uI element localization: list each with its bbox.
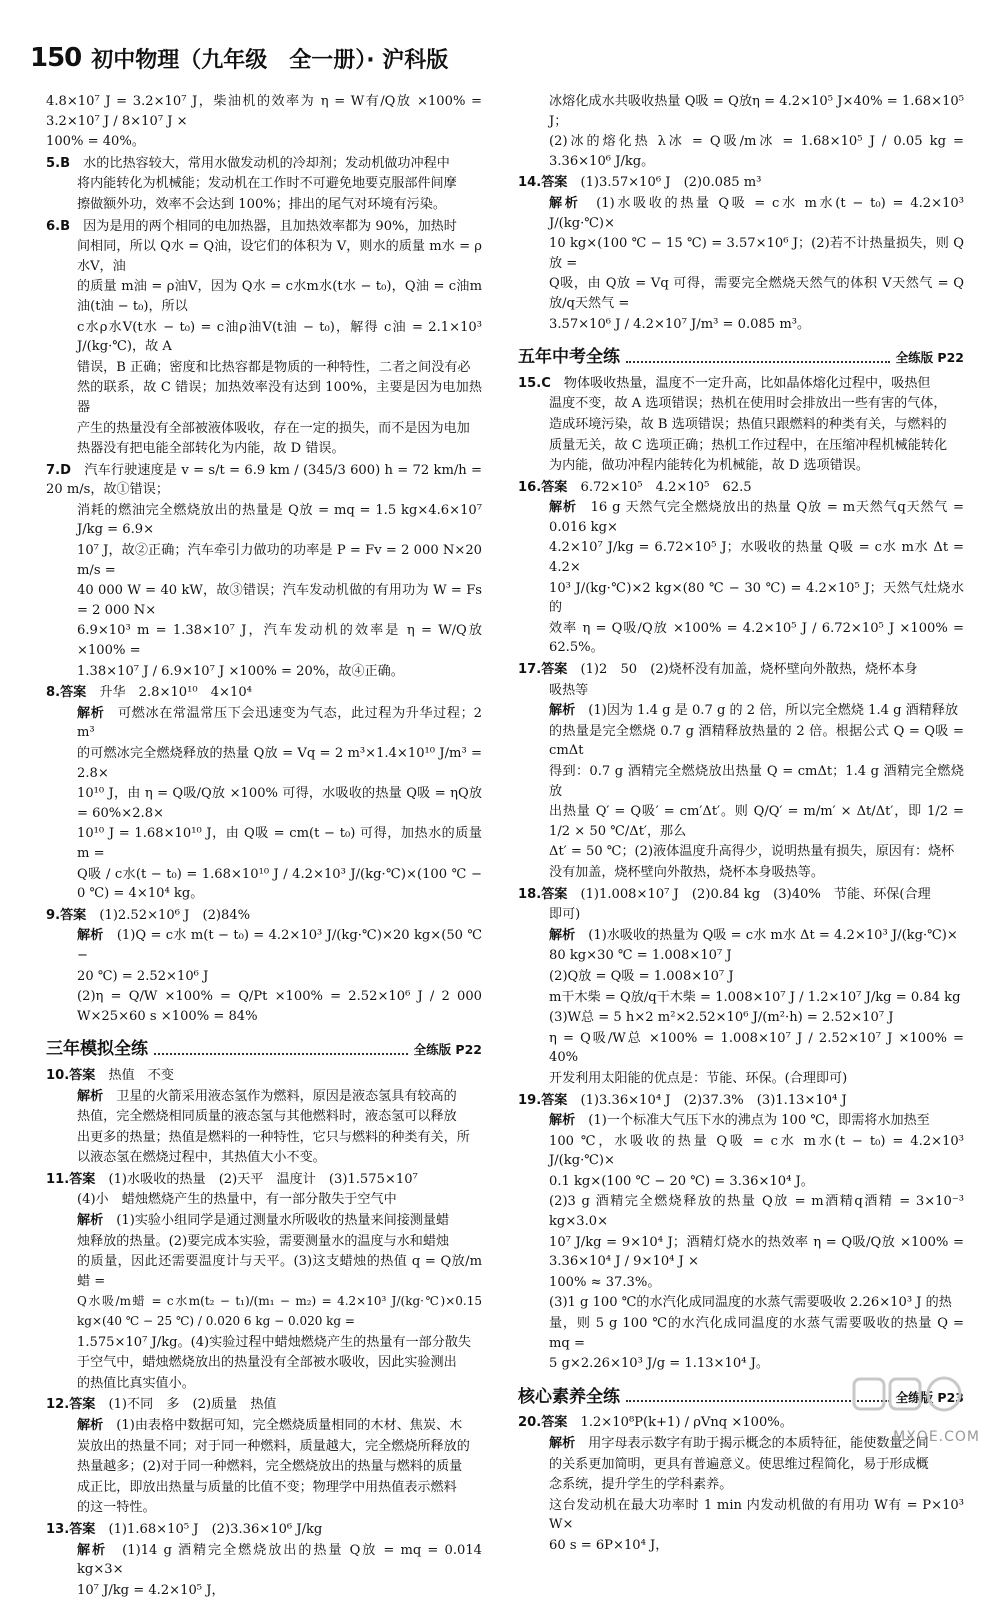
analysis-label: 解析 (77, 928, 104, 944)
text-line: 间相同，所以 Q水 = Q油，设它们的体积为 V，则水的质量 m水 = ρ水V，油 (77, 239, 482, 274)
answer-text: 升华 2.8×10¹⁰ 4×10⁴ (99, 685, 252, 701)
text-line: 10⁷ J，故②正确；汽车牵引力做功的功率是 P = Fv = 2 000 N×20 m/s = (77, 543, 482, 578)
section-page-ref: 全练版 P22 (413, 1042, 482, 1058)
page-number: 150 (30, 43, 82, 73)
text-line: 40 000 W = 40 kW，故③错误；汽车发动机做的有用功为 W = Fs = 2 000 N× (77, 583, 482, 618)
text-line: 擦做额外功，效率不会达到 100%；排出的尾气对环境有污染。 (77, 196, 446, 212)
text-line: (1)Q = c水 m(t − t₀) = 4.2×10³ J/(kg·℃)×20 kg×(50 ℃ − (77, 928, 483, 963)
question-number: 18.答案 (518, 886, 568, 902)
watermark-text: MXQE.COM (893, 1429, 980, 1445)
analysis-label: 解析 (549, 1113, 576, 1129)
text-line: 即可) (549, 907, 581, 923)
question-number: 5.B (46, 155, 71, 171)
text-line: 的可燃冰完全燃烧释放的热量 Q放 = Vq = 2 m³×1.4×10¹⁰ J/m³ = 2.8× (77, 746, 482, 781)
question-12 (46, 1395, 482, 1518)
question-number: 16.答案 (518, 479, 568, 495)
text-line: 10³ J/(kg·℃)×2 kg×(80 ℃ − 30 ℃) = 4.2×10⁵ J；天然气灶烧水的 (549, 580, 964, 616)
question-8 (46, 683, 482, 904)
question-number: 6.B (46, 218, 71, 234)
text-line: 的热值比真实值小。 (77, 1375, 195, 1391)
text-line: 热值，完全燃烧相同质量的液态氢与其他燃料时，液态氢可以释放 (77, 1109, 457, 1125)
text-line: 质量无关，故 C 选项正确；热机工作过程中，在压缩冲程机械能转化 (549, 437, 948, 453)
text-line: 造成环境污染，故 B 选项错误；热值只跟燃料的种类有关，与燃料的 (549, 416, 947, 432)
dotted-leader (154, 1053, 408, 1055)
text-line: 出更多的热量；热值是燃料的一种特性，它只与燃料的种类有关，所 (77, 1129, 470, 1145)
question-5 (46, 154, 482, 215)
answer-text: (1)2.52×10⁶ J (2)84% (99, 907, 251, 923)
question-11 (46, 1170, 482, 1394)
section-title: 三年模拟全练 (46, 1039, 148, 1060)
section-page-ref: 全练版 P23 (895, 1389, 964, 1405)
text-line: 效率 η = Q吸/Q放 ×100% = 4.2×10⁵ J / 6.72×10⁵ J ×100% = 62.5%。 (549, 620, 964, 656)
left-column (46, 92, 482, 1601)
question-13 (46, 1520, 482, 1600)
text-line: 的这一特性。 (77, 1500, 156, 1516)
text-line: (1)因为 1.4 g 是 0.7 g 的 2 倍，所以完全燃烧 1.4 g 酒精释放 (588, 703, 959, 719)
text-line: η = Q吸/W总 ×100% = 1.008×10⁷ J / 2.52×10⁷ J ×100% = 40% (549, 1030, 964, 1066)
text-line: Q水吸/m蜡 = c水m(t₂ − t₁)/(m₁ − m₂) = 4.2×10³ J/(kg·℃)×0.15 kg×(40 ℃ − 25 ℃) / 0.020 6 kg − 0.020 kg = (77, 1294, 482, 1329)
text-line: 温度不变，故 A 选项错误；热机在使用时会排放出一些有害的气体， (549, 396, 947, 412)
text-line: 为内能，做功冲程内能转化为机械能，故 D 选项错误。 (549, 458, 869, 474)
question-number: 14.答案 (518, 175, 568, 191)
answer-text: (1)3.57×10⁶ J (2)0.085 m³ (580, 175, 762, 191)
text-line: 将内能转化为机械能；发动机在工作时不可避免地要克服部件间摩 (77, 176, 457, 192)
text-line: 10⁷ J/kg = 4.2×10⁵ J， (77, 1582, 225, 1598)
text-line: 吸热等 (549, 682, 589, 698)
text-line: 60 s = 6P×10⁴ J， (549, 1537, 669, 1553)
text-line: 的质量，因此还需要温度计与天平。(3)这支蜡烛的热值 q = Q放/m蜡 = (77, 1254, 482, 1289)
section-page-ref: 全练版 P22 (895, 350, 964, 366)
text-line: 可燃冰在常温常压下会迅速变为气态，此过程为升华过程；2 m³ (77, 705, 482, 741)
text-line: 卫星的火箭采用液态氢作为燃料，原因是液态氢具有较高的 (116, 1088, 457, 1104)
text-line: 以液态氢在燃烧过程中，其热值大小不变。 (77, 1150, 326, 1166)
section-heading-three-year (46, 1040, 482, 1060)
text-line: 10¹⁰ J = 1.68×10¹⁰ J，由 Q吸 = cm(t − t₀) 可得，加热水的质量 m = (77, 826, 482, 861)
analysis-label: 解析 (549, 195, 581, 211)
text-line: 6.9×10³ m = 1.38×10⁷ J，汽车发动机的效率是 η = W/Q放 ×100% = (77, 623, 482, 659)
text-line: 没有加盖，烧杯壁向外散热，烧杯本身吸热等。 (549, 864, 824, 880)
question-number: 9.答案 (46, 907, 87, 923)
text-line: 出热量 Q′ = Q吸′ = cm′Δt′。则 Q/Q′ = m/m′ × Δt/Δt′，即 1/2 = 1/2 × 50 ℃/Δt′，那么 (549, 804, 964, 839)
text-line: 得到：0.7 g 酒精完全燃烧放出热量 Q = cmΔt；1.4 g 酒精完全燃烧放 (549, 764, 964, 799)
analysis-label: 解析 (549, 500, 577, 516)
answer-text: (1)3.36×10⁴ J (2)37.3% (3)1.13×10⁴ J (580, 1092, 847, 1108)
text-line: (2)冰的熔化热 λ冰 = Q吸/m冰 = 1.68×10⁵ J / 0.05 kg = 3.36×10⁶ J/kg。 (549, 134, 964, 169)
text-line: (1)水吸收的热量 Q吸 = c水 m水(t − t₀) = 4.2×10³ J/(kg·℃)× (549, 195, 965, 231)
text-line: (1)水吸收的热量为 Q吸 = c水 m水 Δt = 4.2×10³ J/(kg·℃)× (588, 927, 958, 943)
question-16 (518, 478, 964, 658)
book-title: 初中物理（九年级 全一册）· 沪科版 (91, 47, 449, 73)
question-7 (46, 461, 482, 682)
text-line: (4)小 蜡烛燃烧产生的热量中，有一部分散失于空气中 (77, 1192, 397, 1208)
answer-text: 6.72×10⁵ 4.2×10⁵ 62.5 (580, 479, 752, 495)
question-18 (518, 885, 964, 1089)
text-line: Δt′ = 50 ℃；(2)液体温度升高得少，说明热量有损失，原因有：烧杯 (549, 844, 955, 860)
question-number: 19.答案 (518, 1092, 568, 1108)
question-6 (46, 217, 482, 459)
text-line: 汽车行驶速度是 v = s/t = 6.9 km / (345/3 600) h = 72 km/h = 20 m/s，故①错误； (46, 462, 483, 498)
dotted-leader (626, 361, 890, 363)
text-line: 的关系更加简明，更具有普遍意义。使思维过程简化，易于形成概 (549, 1456, 929, 1472)
text-line: 5 g×2.26×10³ J/g = 1.13×10⁴ J。 (549, 1356, 769, 1372)
page-header (30, 40, 448, 76)
analysis-label: 解析 (77, 1213, 104, 1229)
analysis-label: 解析 (549, 1436, 576, 1451)
question-number: 13.答案 (46, 1521, 96, 1537)
question-15 (518, 374, 964, 476)
question-number: 8.答案 (46, 685, 87, 701)
text-line: 0.1 kg×(100 ℃ − 20 ℃) = 3.36×10⁴ J。 (549, 1173, 814, 1189)
analysis-label: 解析 (549, 927, 576, 943)
answer-text: (1)1.008×10⁷ J (2)0.84 kg (3)40% 节能、环保(合理 (580, 886, 931, 902)
text-line: 这台发动机在最大功率时 1 min 内发动机做的有用功 W有 = P×10³ W× (549, 1497, 964, 1533)
text-line: 因为是用的两个相同的电加热器，且加热效率都为 90%，加热时 (83, 218, 457, 234)
question-17 (518, 660, 964, 883)
text-line: 20 ℃) = 2.52×10⁶ J (77, 968, 209, 984)
analysis-label: 解析 (77, 705, 105, 721)
text-line: 水的比热容较大，常用水做发动机的冷却剂；发动机做功冲程中 (83, 155, 450, 171)
question-19 (518, 1091, 964, 1374)
text-line: 念系统，提升学生的学科素养。 (549, 1477, 733, 1493)
text-line: (2)3 g 酒精完全燃烧释放的热量 Q放 = m酒精q酒精 = 3×10⁻³ kg×3.0× (549, 1194, 964, 1230)
text-line: 成正比，即放出热量与质量的比值不变；物理学中用热值表示燃料 (77, 1479, 457, 1495)
text-line: 10 kg×(100 ℃ − 15 ℃) = 3.57×10⁶ J；(2)若不计热量损失，则 Q放 = (549, 236, 964, 271)
text-line: (1)实验小组同学是通过测量水所吸收的热量来间接测量蜡 (116, 1213, 450, 1229)
text-line: 热量越多；(2)对于同一种燃料，完全燃烧放出的热量与燃料的质量 (77, 1459, 463, 1475)
analysis-label: 解析 (77, 1088, 104, 1104)
intro-block (46, 92, 482, 152)
text-line: 100 ℃，水吸收的热量 Q吸 = c水 m水(t − t₀) = 4.2×10³ J/(kg·℃)× (549, 1133, 964, 1169)
text-line: 100% ≈ 37.3%。 (549, 1274, 661, 1290)
text-line: 的热量是完全燃烧 0.7 g 酒精释放热量的 2 倍。根据公式 Q = Q吸 = cmΔt (549, 723, 964, 759)
question-14 (518, 173, 964, 334)
text-line: 3.57×10⁶ J / 4.2×10⁷ J/m³ = 0.085 m³。 (549, 316, 811, 332)
text-line: 产生的热量没有全部被液体吸收，存在一定的损失，而不是因为电加 (77, 420, 470, 436)
analysis-label: 解析 (77, 1542, 108, 1558)
answer-text: 热值 不变 (108, 1067, 174, 1083)
text-line: 物体吸收热量，温度不一定升高，比如晶体熔化过程中，吸热但 (563, 375, 931, 391)
continued-block (518, 92, 964, 171)
question-number: 17.答案 (518, 662, 568, 678)
question-number: 7.D (46, 462, 71, 478)
text-line: (2)η = Q/W ×100% = Q/Pt ×100% = 2.52×10⁶ J / 2 000 W×25×60 s ×100% = 84% (77, 989, 482, 1024)
text-line: m干木柴 = Q放/q干木柴 = 1.008×10⁷ J / 1.2×10⁷ J/kg = 0.84 kg (549, 989, 961, 1005)
text-line: 16 g 天然气完全燃烧放出的热量 Q放 = m天然气q天然气 = 0.016 kg× (549, 500, 965, 535)
text-line: 80 kg×30 ℃ = 1.008×10⁷ J (549, 948, 732, 964)
text-line: 用字母表示数字有助于揭示概念的本质特征，能使数量之间 (588, 1436, 929, 1451)
text-line: 错误，B 正确；密度和比热容都是物质的一种特性，二者之间没有必 (77, 359, 471, 375)
text-line: 4.2×10⁷ J/kg = 6.72×10⁵ J；水吸收的热量 Q吸 = c水 m水 Δt = 4.2× (549, 540, 964, 576)
section-title: 核心素养全练 (518, 1386, 620, 1407)
right-column (518, 92, 964, 1557)
text-line: 1.38×10⁷ J / 6.9×10⁷ J ×100% = 20%，故④正确。 (77, 663, 404, 679)
section-title: 五年中考全练 (518, 347, 620, 368)
text-line: Q吸 / c水(t − t₀) = 1.68×10¹⁰ J / 4.2×10³ J/(kg·℃)×(100 ℃ − 0 ℃) = 4×10⁴ kg。 (77, 866, 482, 902)
text-line: (1)14 g 酒精完全燃烧放出的热量 Q放 = mq = 0.014 kg×3× (77, 1542, 482, 1578)
text-line: (2)Q放 = Q吸 = 1.008×10⁷ J (549, 968, 734, 984)
text-line: 烛释放的热量。(2)要完成本实验，需要测量水的温度与水和蜡烛 (77, 1233, 450, 1249)
text-line: 然的联系，故 C 错误；加热效率没有达到 100%，主要是因为电加热器 (77, 380, 482, 415)
question-number: 12.答案 (46, 1397, 96, 1413)
text-line: 4.8×10⁷ J = 3.2×10⁷ J，柴油机的效率为 η = W有/Q放 ×100% = 3.2×10⁷ J / 8×10⁷ J × (46, 94, 482, 129)
text-line: 的质量 m油 = ρ油V，因为 Q水 = c水m水(t水 − t₀)，Q油 = c油m油(t油 − t₀)，所以 (77, 279, 482, 314)
text-line: 冰熔化成水共吸收热量 Q吸 = Q放η = 4.2×10⁵ J×40% = 1.68×10⁵ J； (549, 94, 964, 129)
answer-text: (1)不同 多 (2)质量 热值 (108, 1397, 277, 1413)
text-line: (3)W总 = 5 h×2 m²×2.52×10⁶ J/(m²·h) = 2.52×10⁷ J (549, 1010, 894, 1026)
text-line: (1)由表格中数据可知，完全燃烧质量相同的木材、焦炭、木 (116, 1418, 463, 1433)
text-line: 量，则 5 g 100 ℃的水汽化成同温度的水蒸气需要吸收的热量 Q = mq = (549, 1316, 964, 1351)
text-line: 10¹⁰ J，由 η = Q吸/Q放 ×100% 可得，水吸收的热量 Q吸 = ηQ放 = 60%×2.8× (77, 786, 482, 821)
question-9 (46, 906, 482, 1027)
text-line: 100% = 40%。 (46, 134, 145, 150)
text-line: 1.575×10⁷ J/kg。(4)实验过程中蜡烛燃烧产生的热量有一部分散失 (77, 1334, 472, 1350)
text-line: (3)1 g 100 ℃的水汽化成同温度的水蒸气需要吸收 2.26×10³ J 的热 (549, 1295, 952, 1311)
question-number: 11.答案 (46, 1171, 96, 1187)
analysis-label: 解析 (77, 1418, 104, 1433)
answer-text: (1)2 50 (2)烧杯没有加盖，烧杯壁向外散热，烧杯本身 (580, 662, 918, 678)
question-10 (46, 1066, 482, 1168)
question-number: 20.答案 (518, 1415, 568, 1431)
answer-text: (1)1.68×10⁵ J (2)3.36×10⁶ J/kg (108, 1521, 323, 1537)
text-line: 于空气中，蜡烛燃烧放出的热量没有全部被水吸收，因此实验测出 (77, 1355, 457, 1371)
question-number: 15.C (518, 375, 551, 391)
text-line: Q吸，由 Q放 = Vq 可得，需要完全燃烧天然气的体积 V天然气 = Q放/q天然气 = (549, 276, 964, 311)
text-line: c水ρ水V(t水 − t₀) = c油ρ油V(t油 − t₀)，解得 c油 = 2.1×10³ J/(kg·℃)，故 A (77, 319, 482, 355)
text-line: 热器没有把电能全部转化为内能，故 D 错误。 (77, 441, 345, 457)
section-heading-five-year (518, 348, 964, 368)
text-line: 开发利用太阳能的优点是：节能、环保。(合理即可) (549, 1070, 848, 1086)
text-line: 炭放出的热量不同；对于同一种燃料，质量越大，完全燃烧所释放的 (77, 1438, 470, 1454)
answer-text: (1)水吸收的热量 (2)天平 温度计 (3)1.575×10⁷ (108, 1171, 418, 1187)
analysis-label: 解析 (549, 703, 576, 719)
answer-text: 1.2×10⁸P(k+1) / ρVnq ×100%。 (580, 1415, 793, 1431)
text-line: 消耗的燃油完全燃烧放出的热量是 Q放 = mq = 1.5 kg×4.6×10⁷ J/kg = 6.9× (77, 502, 482, 538)
text-line: (1)一个标准大气压下水的沸点为 100 ℃，即需将水加热至 (588, 1113, 930, 1129)
text-line: 10⁷ J/kg = 9×10⁴ J；酒精灯烧水的热效率 η = Q吸/Q放 ×100% = 3.36×10⁴ J / 9×10⁴ J × (549, 1234, 964, 1270)
question-number: 10.答案 (46, 1067, 96, 1083)
